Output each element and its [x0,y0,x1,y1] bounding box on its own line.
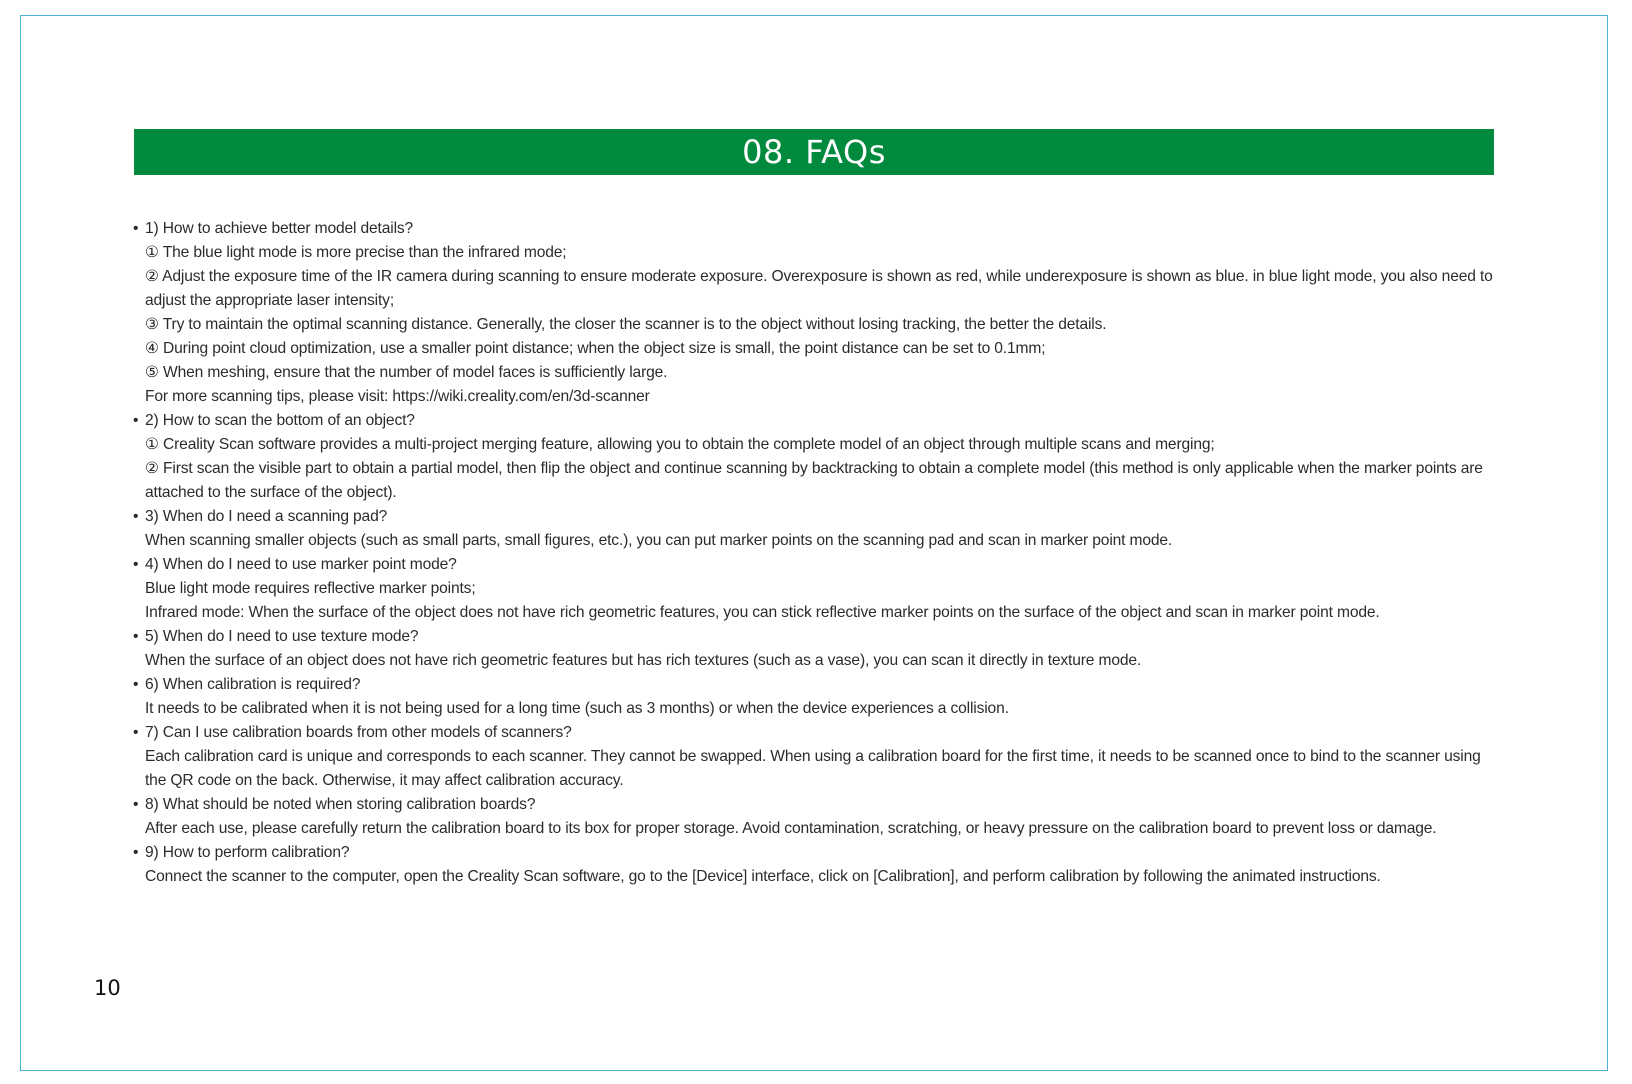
faq-answer-line: ① Creality Scan software provides a multi-project merging feature, allowing you to obtain the complete model of an object through multiple scans and merging; [145,436,1215,453]
faq-answer-line: Connect the scanner to the computer, open the Creality Scan software, go to the [Device] interface, click on [Calibration], and perform calibration by following the animated instructions. [145,868,1381,885]
faq-answer-line: Blue light mode requires reflective marker points; [145,580,476,597]
faq-answer-line: When the surface of an object does not have rich geometric features but has rich textures (such as a vase), you can scan it directly in texture mode. [145,652,1142,669]
faq-answer-line: ② First scan the visible part to obtain a partial model, then flip the object and continue scanning by backtracking to obtain a complete model (this method is only applicable when the marker points are attached to the surface of the object). [145,460,1483,501]
faq-item [133,793,1503,841]
faq-answer-line: When scanning smaller objects (such as small parts, small figures, etc.), you can put marker points on the scanning pad and scan in marker point mode. [145,532,1173,549]
faq-question: 8) What should be noted when storing calibration boards? [145,796,536,813]
faq-question: 4) When do I need to use marker point mode? [145,556,457,573]
bullet-icon: • [133,796,139,813]
faq-item [133,217,1503,409]
faq-question: 7) Can I use calibration boards from other models of scanners? [145,724,572,741]
faq-answer-line: ④ During point cloud optimization, use a smaller point distance; when the object size is small, the point distance can be set to 0.1mm; [145,340,1046,357]
section-title: 08. FAQs [742,133,886,171]
faq-item [133,721,1503,793]
faq-answer-line: ⑤ When meshing, ensure that the number of model faces is sufficiently large. [145,364,668,381]
bullet-icon: • [133,508,139,525]
page-number: 10 [94,976,121,1000]
faq-answer-line: ① The blue light mode is more precise than the infrared mode; [145,244,567,261]
faq-question: 2) How to scan the bottom of an object? [145,412,415,429]
faq-item [133,625,1503,673]
section-title-bar [134,129,1494,175]
bullet-icon: • [133,628,139,645]
faq-answer-line: Each calibration card is unique and corresponds to each scanner. They cannot be swapped. When using a calibration board for the first time, it needs to be scanned once to bind to the scanner using the QR code on the back. Otherwise, it may affect calibration accuracy. [145,748,1481,789]
bullet-icon: • [133,676,139,693]
faq-item [133,409,1503,505]
faq-list [133,217,1503,889]
faq-answer-line: ② Adjust the exposure time of the IR camera during scanning to ensure moderate exposure. Overexposure is shown as red, while underexposure is shown as blue. in blue light mode, you also need to adjust the appropriate laser intensity; [145,268,1493,309]
faq-item [133,505,1503,553]
faq-question: 1) How to achieve better model details? [145,220,414,237]
faq-question: 6) When calibration is required? [145,676,361,693]
faq-answer-line: It needs to be calibrated when it is not being used for a long time (such as 3 months) or when the device experiences a collision. [145,700,1009,717]
faq-question: 5) When do I need to use texture mode? [145,628,419,645]
faq-answer-line: ③ Try to maintain the optimal scanning distance. Generally, the closer the scanner is to the object without losing tracking, the better the details. [145,316,1107,333]
faq-answer-line: For more scanning tips, please visit: https://wiki.creality.com/en/3d-scanner [145,388,650,405]
faq-answer-line: After each use, please carefully return the calibration board to its box for proper storage. Avoid contamination, scratching, or heavy pressure on the calibration board to prevent loss or damage. [145,820,1437,837]
bullet-icon: • [133,724,139,741]
faq-question: 3) When do I need a scanning pad? [145,508,388,525]
bullet-icon: • [133,412,139,429]
faq-answer-line: Infrared mode: When the surface of the object does not have rich geometric features, you can stick reflective marker points on the surface of the object and scan in marker point mode. [145,604,1380,621]
faq-item [133,673,1503,721]
bullet-icon: • [133,844,139,861]
faq-item [133,841,1503,889]
bullet-icon: • [133,556,139,573]
faq-item [133,553,1503,625]
bullet-icon: • [133,220,139,237]
faq-question: 9) How to perform calibration? [145,844,350,861]
